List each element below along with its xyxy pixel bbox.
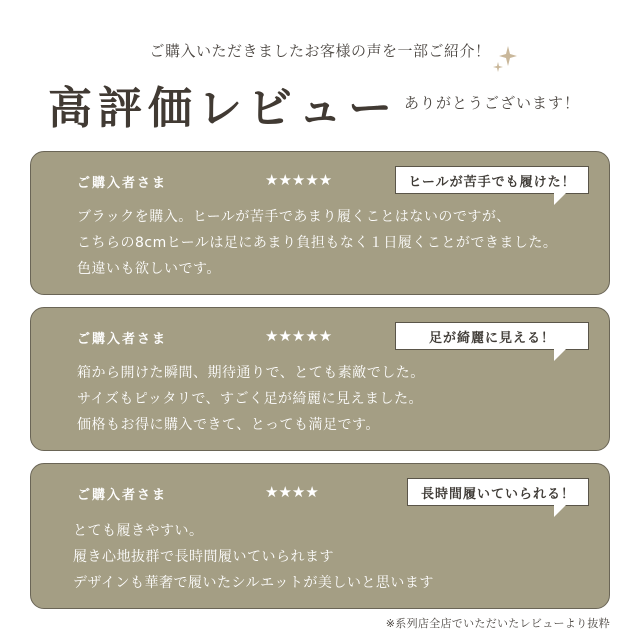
header [0,0,640,145]
reviewer-name: ご購入者さま [77,488,168,503]
review-line: サイズもピッタリで、すごく足が綺麗に見えました。 [77,391,424,407]
review-headline-bubble [407,478,589,506]
sparkle-icon [492,44,518,74]
review-line: ブラックを購入。ヒールが苦手であまり履くことはないのですが、 [77,209,511,225]
reviewer-name: ご購入者さま [77,332,168,347]
review-line: こちらの8cmヒールは足にあまり負担もなく１日履くことができました。 [77,235,558,251]
review-headline-bubble [395,166,589,194]
review-card [30,151,610,295]
review-line: 履き心地抜群で長時間履いていられます [73,549,334,565]
review-headline: 長時間履いていられる！ [420,486,575,502]
thanks-text: ありがとうございます！ [404,94,581,112]
footnote: ※系列店全店でいただいたレビューより抜粋 [385,617,610,630]
page-title: 高評価レビュー [48,83,398,134]
reviewer-name: ご購入者さま [77,176,168,191]
review-card [30,307,610,451]
review-body [77,204,597,282]
review-headline: ヒールが苦手でも履けた！ [408,174,576,190]
star-rating: ★★★★★ [265,171,333,189]
review-body [73,518,593,596]
review-body [77,360,597,438]
review-card [30,463,610,609]
review-headline-bubble [395,322,589,350]
review-line: 価格もお得に購入できて、とっても満足です。 [77,417,380,433]
review-line: デザインも華奢で履いたシルエットが美しいと思います [73,575,434,591]
review-line: 箱から開けた瞬間、期待通りで、とても素敵でした。 [77,365,425,381]
star-rating: ★★★★ [265,483,319,501]
review-line: 色違いも欲しいです。 [77,261,221,277]
review-headline: 足が綺麗に見える！ [428,330,555,346]
star-rating: ★★★★★ [265,327,333,345]
header-subtitle: ご購入いただきましたお客様の声を一部ご紹介！ [149,42,491,60]
review-line: とても履きやすい。 [73,523,204,539]
